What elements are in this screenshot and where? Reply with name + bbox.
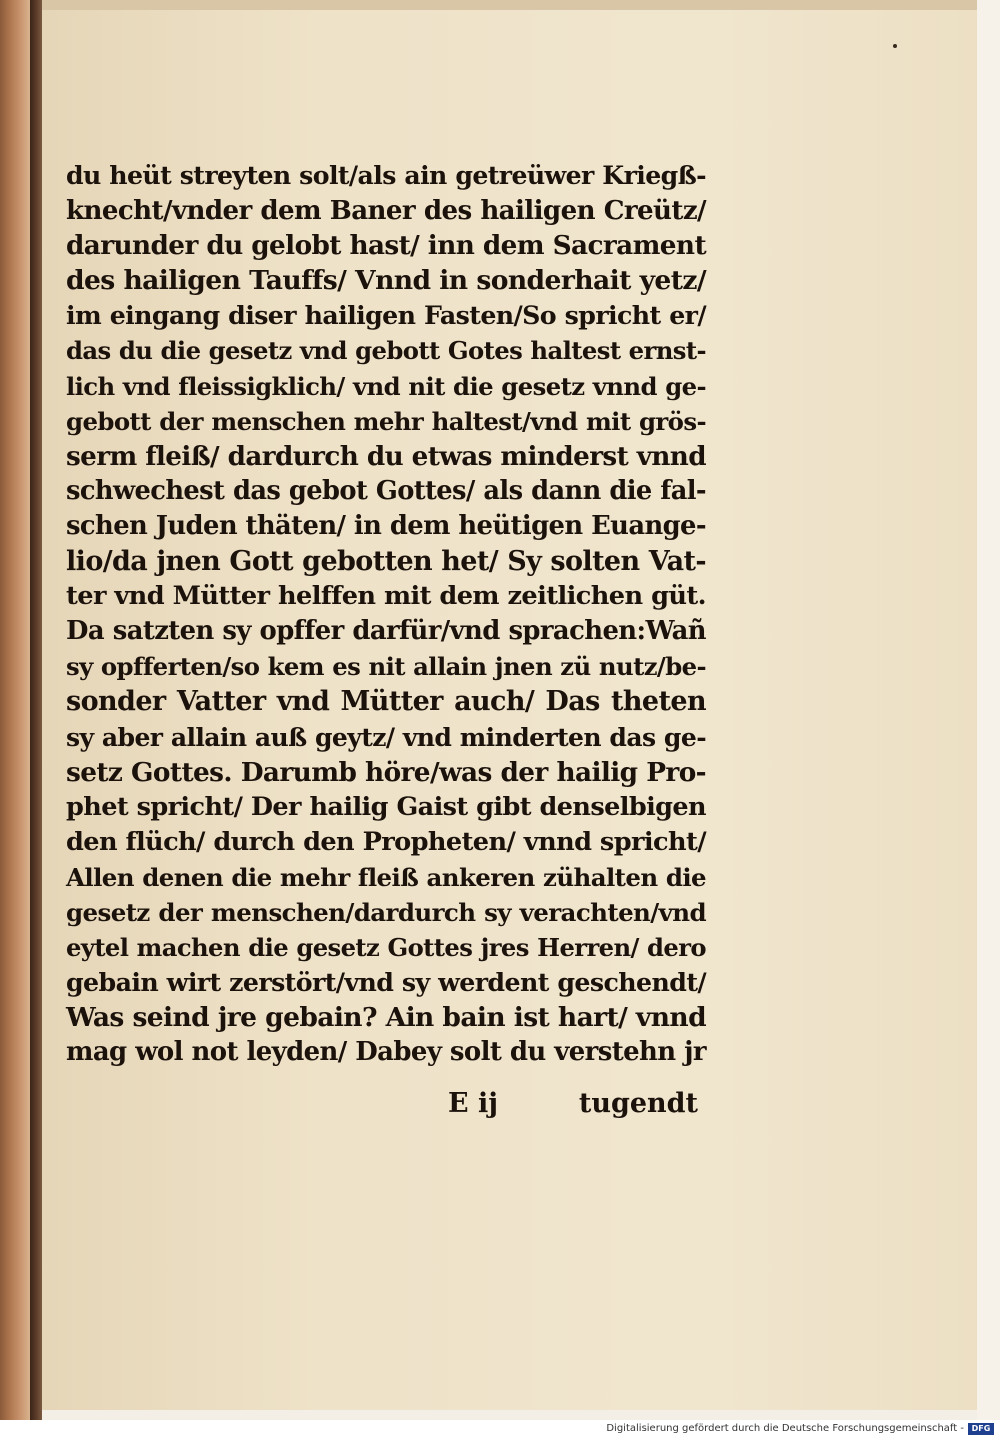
text-line: gesetz der menschen/dardurch sy verachten/vnd (66, 897, 706, 927)
text-line: den flüch/ durch den Propheten/ vnnd spricht/ (66, 826, 706, 857)
text-line: lio/da jnen Gott gebotten het/ Sy solten Vat- (66, 546, 706, 578)
text-line: schen Juden thäten/ in dem heütigen Euange- (66, 510, 706, 541)
text-line: lich vnd fleissigklich/ vnd nit die gesetz vnnd ge- (66, 371, 706, 401)
text-line: gebain wirt zerstört/vnd sy werdent geschendt/ (66, 967, 706, 998)
text-line: ter vnd Mütter helffen mit dem zeitlichen güt. (66, 581, 706, 612)
ink-speck (893, 44, 897, 48)
text-line: sy aber allain auß geytz/ vnd minderten das ge- (66, 721, 706, 752)
text-line: phet spricht/ Der hailig Gaist gibt denselbigen (66, 791, 706, 822)
text-line: Was seind jre gebain? Ain bain ist hart/ vnnd (66, 1002, 706, 1034)
text-line: du heüt streyten solt/als ain getreüwer Kriegß- (66, 160, 706, 190)
dfg-logo-icon: DFG (968, 1423, 994, 1435)
text-line: des hailigen Tauffs/ Vnnd in sonderhait yetz/ (66, 265, 706, 297)
text-line: knecht/vnder dem Baner des hailigen Creütz/ (66, 195, 706, 227)
text-line: im eingang diser hailigen Fasten/So spricht er/ (66, 300, 706, 331)
footer-credit: Digitalisierung gefördert durch die Deutsche Forschungsgemeinschaft - (606, 1423, 964, 1434)
book-binding-edge (0, 0, 30, 1420)
gutter-shadow (30, 0, 42, 1420)
text-line: mag wol not leyden/ Dabey solt du verstehn jr (66, 1037, 706, 1068)
body-text (66, 158, 706, 1070)
catchline (66, 1088, 706, 1123)
text-line: setz Gottes. Darumb höre/was der hailig Pro- (66, 756, 706, 788)
text-line: serm fleiß/ dardurch du etwas minderst vnnd (66, 440, 706, 472)
text-line: eytel machen die gesetz Gottes jres Herren/ dero (66, 933, 706, 963)
text-line: Allen denen die mehr fleiß ankeren zühalten die (66, 862, 706, 892)
page-right-margin (977, 0, 1000, 1420)
text-line: schwechest das gebot Gottes/ als dann die fal- (66, 475, 706, 506)
signature-mark: E ij (448, 1088, 499, 1119)
text-line: Da satzten sy opffer darfür/vnd sprachen:Wañ (66, 616, 706, 647)
text-line: sy opfferten/so kem es nit allain jnen zü nutz/be- (66, 652, 706, 682)
text-line: darunder du gelobt hast/ inn dem Sacrament (66, 230, 706, 262)
page-top-edge (42, 0, 977, 10)
text-line: das du die gesetz vnd gebott Gotes haltest ernst- (66, 336, 706, 366)
text-line: gebott der menschen mehr haltest/vnd mit grös- (66, 406, 706, 436)
text-line: sonder Vatter vnd Mütter auch/ Das theten (66, 686, 706, 718)
footer-bar (0, 1420, 1000, 1439)
catchword: tugendt (578, 1088, 698, 1119)
